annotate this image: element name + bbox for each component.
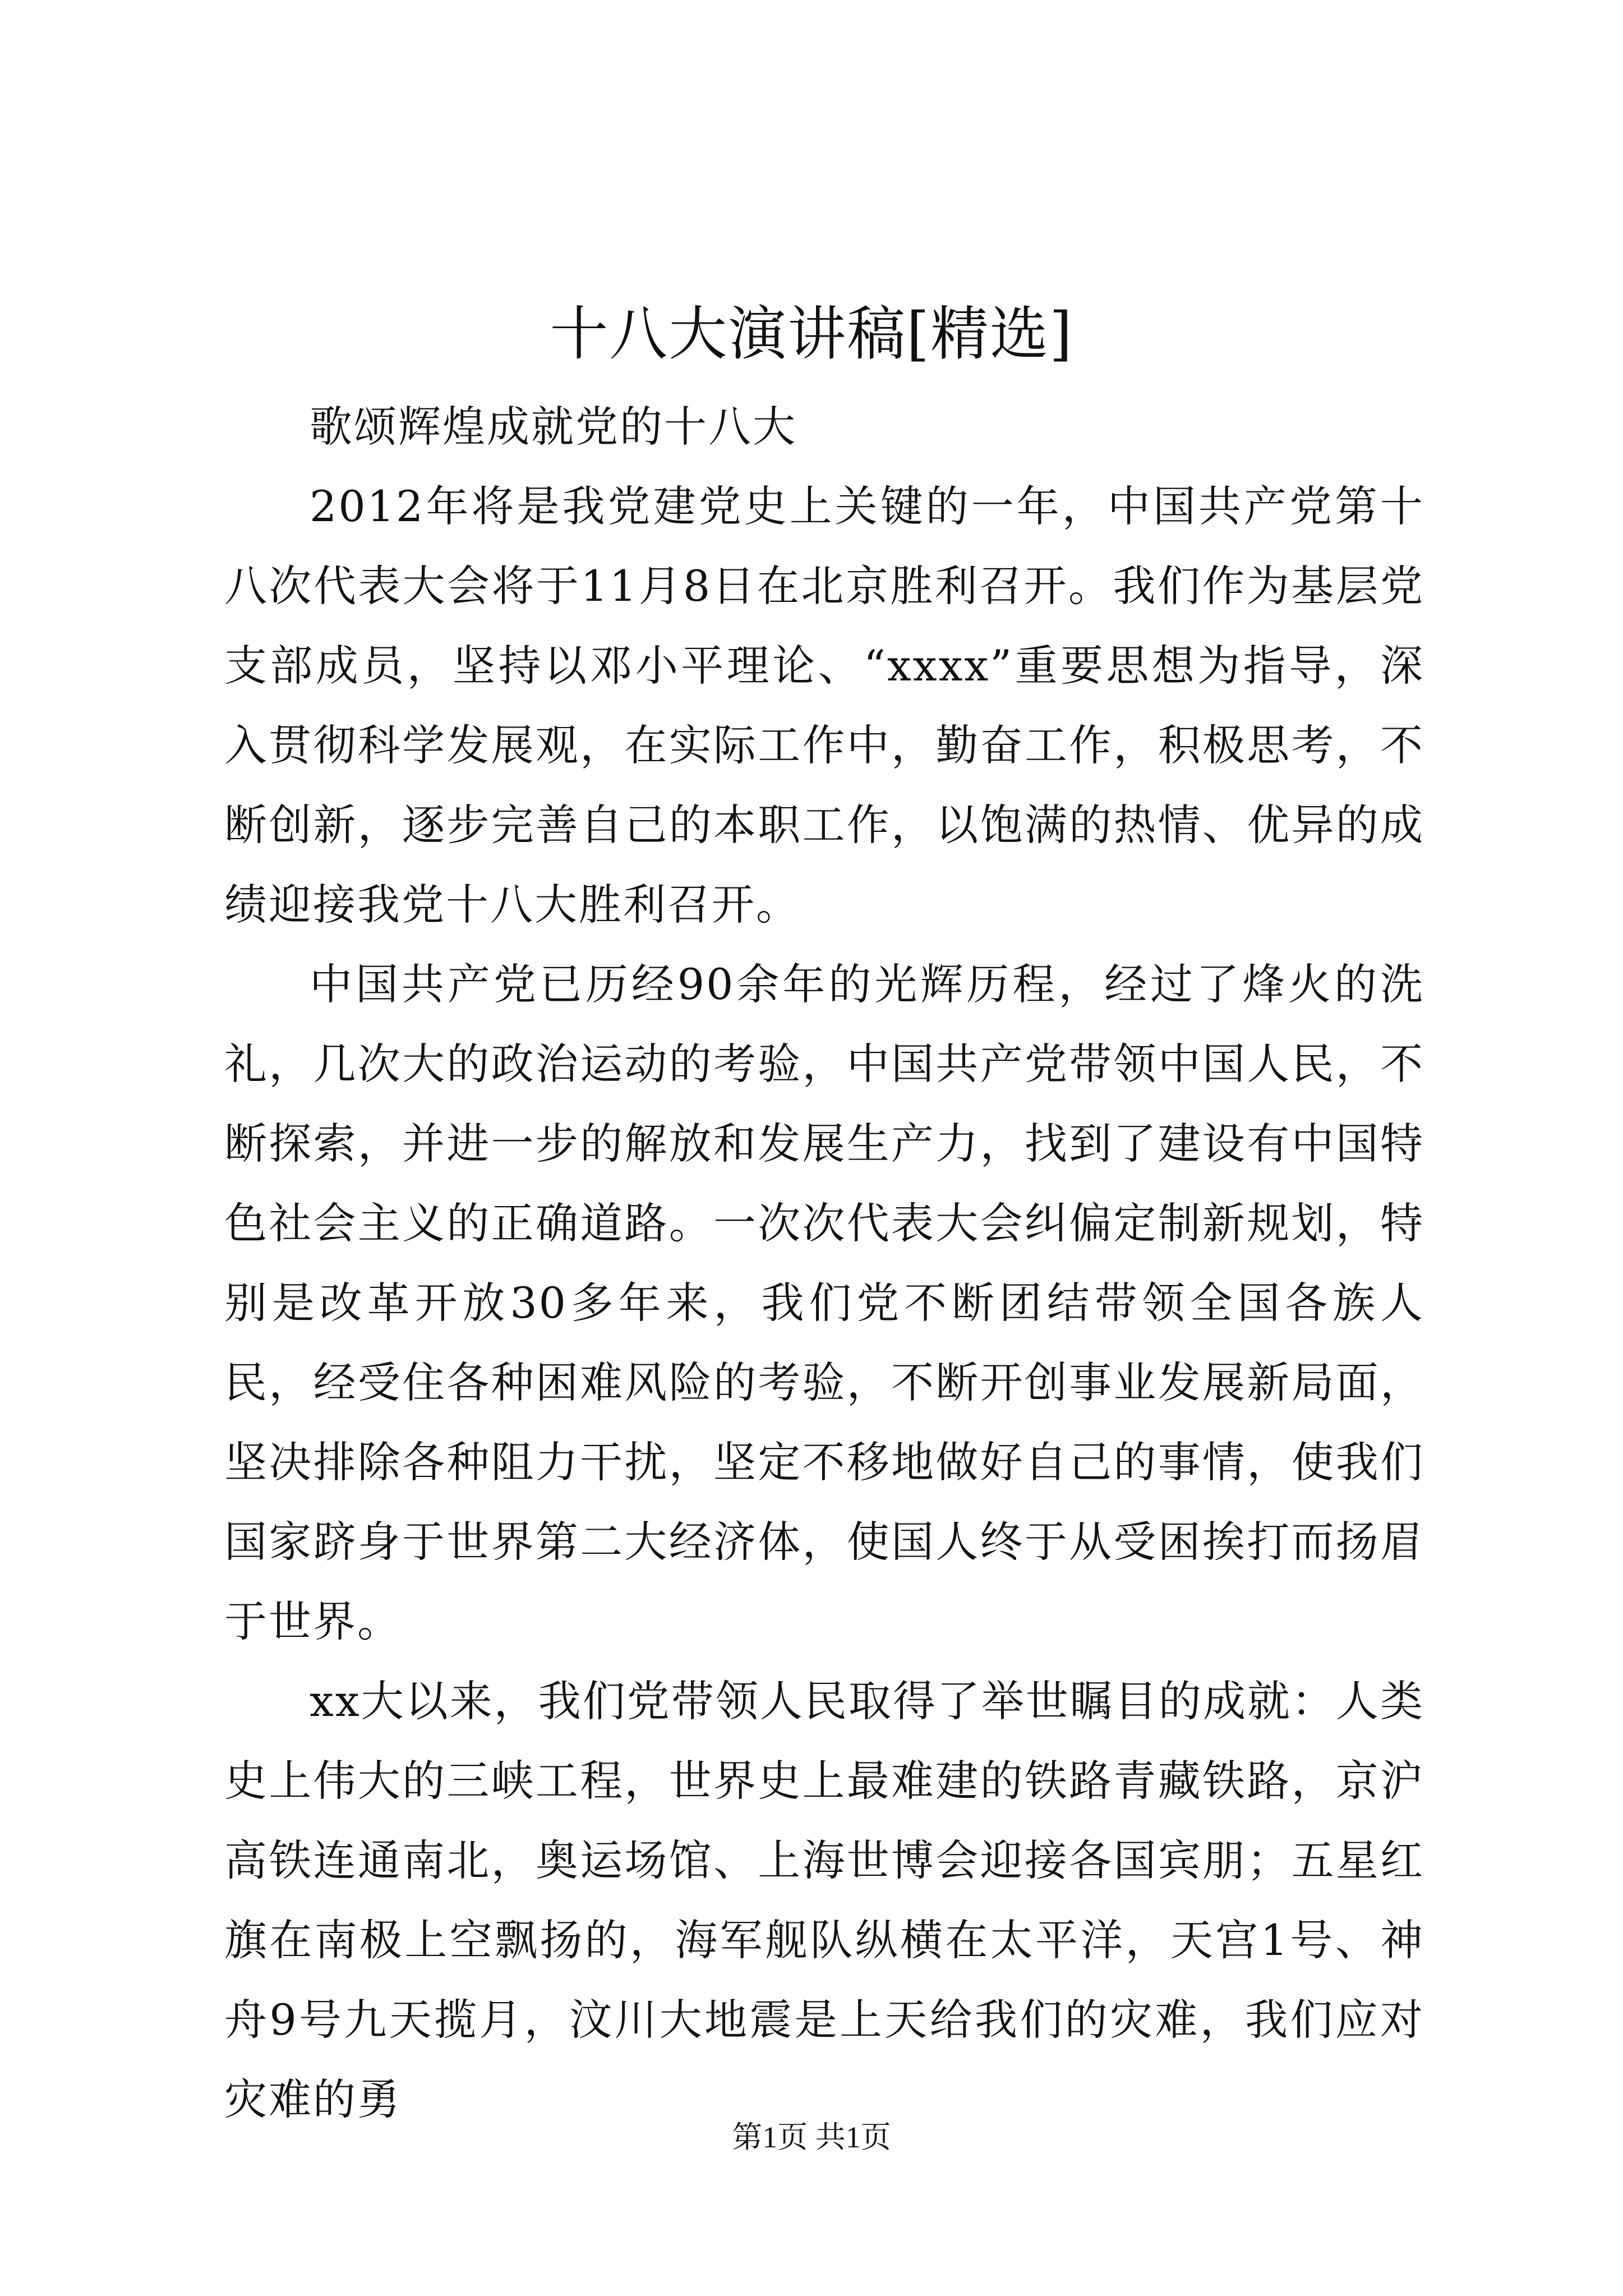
subtitle-paragraph: 歌颂辉煌成就党的十八大 bbox=[310, 402, 797, 452]
body-paragraph: 中国共产党已历经90余年的光辉历程，经过了烽火的洗礼，几次大的政治运动的考验，中国共产党带领中国人民，不断探索，并进一步的解放和发展生产力，找到了建设有中国特色社会主义的正确道路。一次次代表大会纠偏定制新规划，特别是改革开放30多年来，我们党不断团结带领全国各族人民，经受住各种困难风险的考验，不断开创事业发展新局面，坚决排除各种阻力干扰，坚定不移地做好自己的事情，使我们国家跻身于世界第二大经济体，使国人终于从受困挨打而扬眉于世界。 bbox=[224, 959, 1424, 1646]
page-footer: 第1页 共1页 bbox=[732, 2120, 891, 2154]
document-title: 十八大演讲稿[精选] bbox=[550, 300, 1073, 368]
body-paragraph: xx大以来，我们党带领人民取得了举世瞩目的成就：人类史上伟大的三峡工程，世界史上最难建的铁路青藏铁路，京沪高铁连通南北，奥运场馆、上海世博会迎接各国宾朋；五星红旗在南极上空飘扬的，海军舰队纵横在太平洋，天宫1号、神舟9号九天揽月，汶川大地震是上天给我们的灾难，我们应对灾难的勇 bbox=[224, 1676, 1424, 2124]
document-body bbox=[224, 387, 1424, 2139]
body-paragraph: 2012年将是我党建党史上关键的一年，中国共产党第十八次代表大会将于11月8日在北京胜利召开。我们作为基层党支部成员，坚持以邓小平理论、“xxxx”重要思想为指导，深入贯彻科学发展观，在实际工作中，勤奋工作，积极思考，不断创新，逐步完善自己的本职工作，以饱满的热情、优异的成绩迎接我党十八大胜利召开。 bbox=[224, 481, 1424, 930]
